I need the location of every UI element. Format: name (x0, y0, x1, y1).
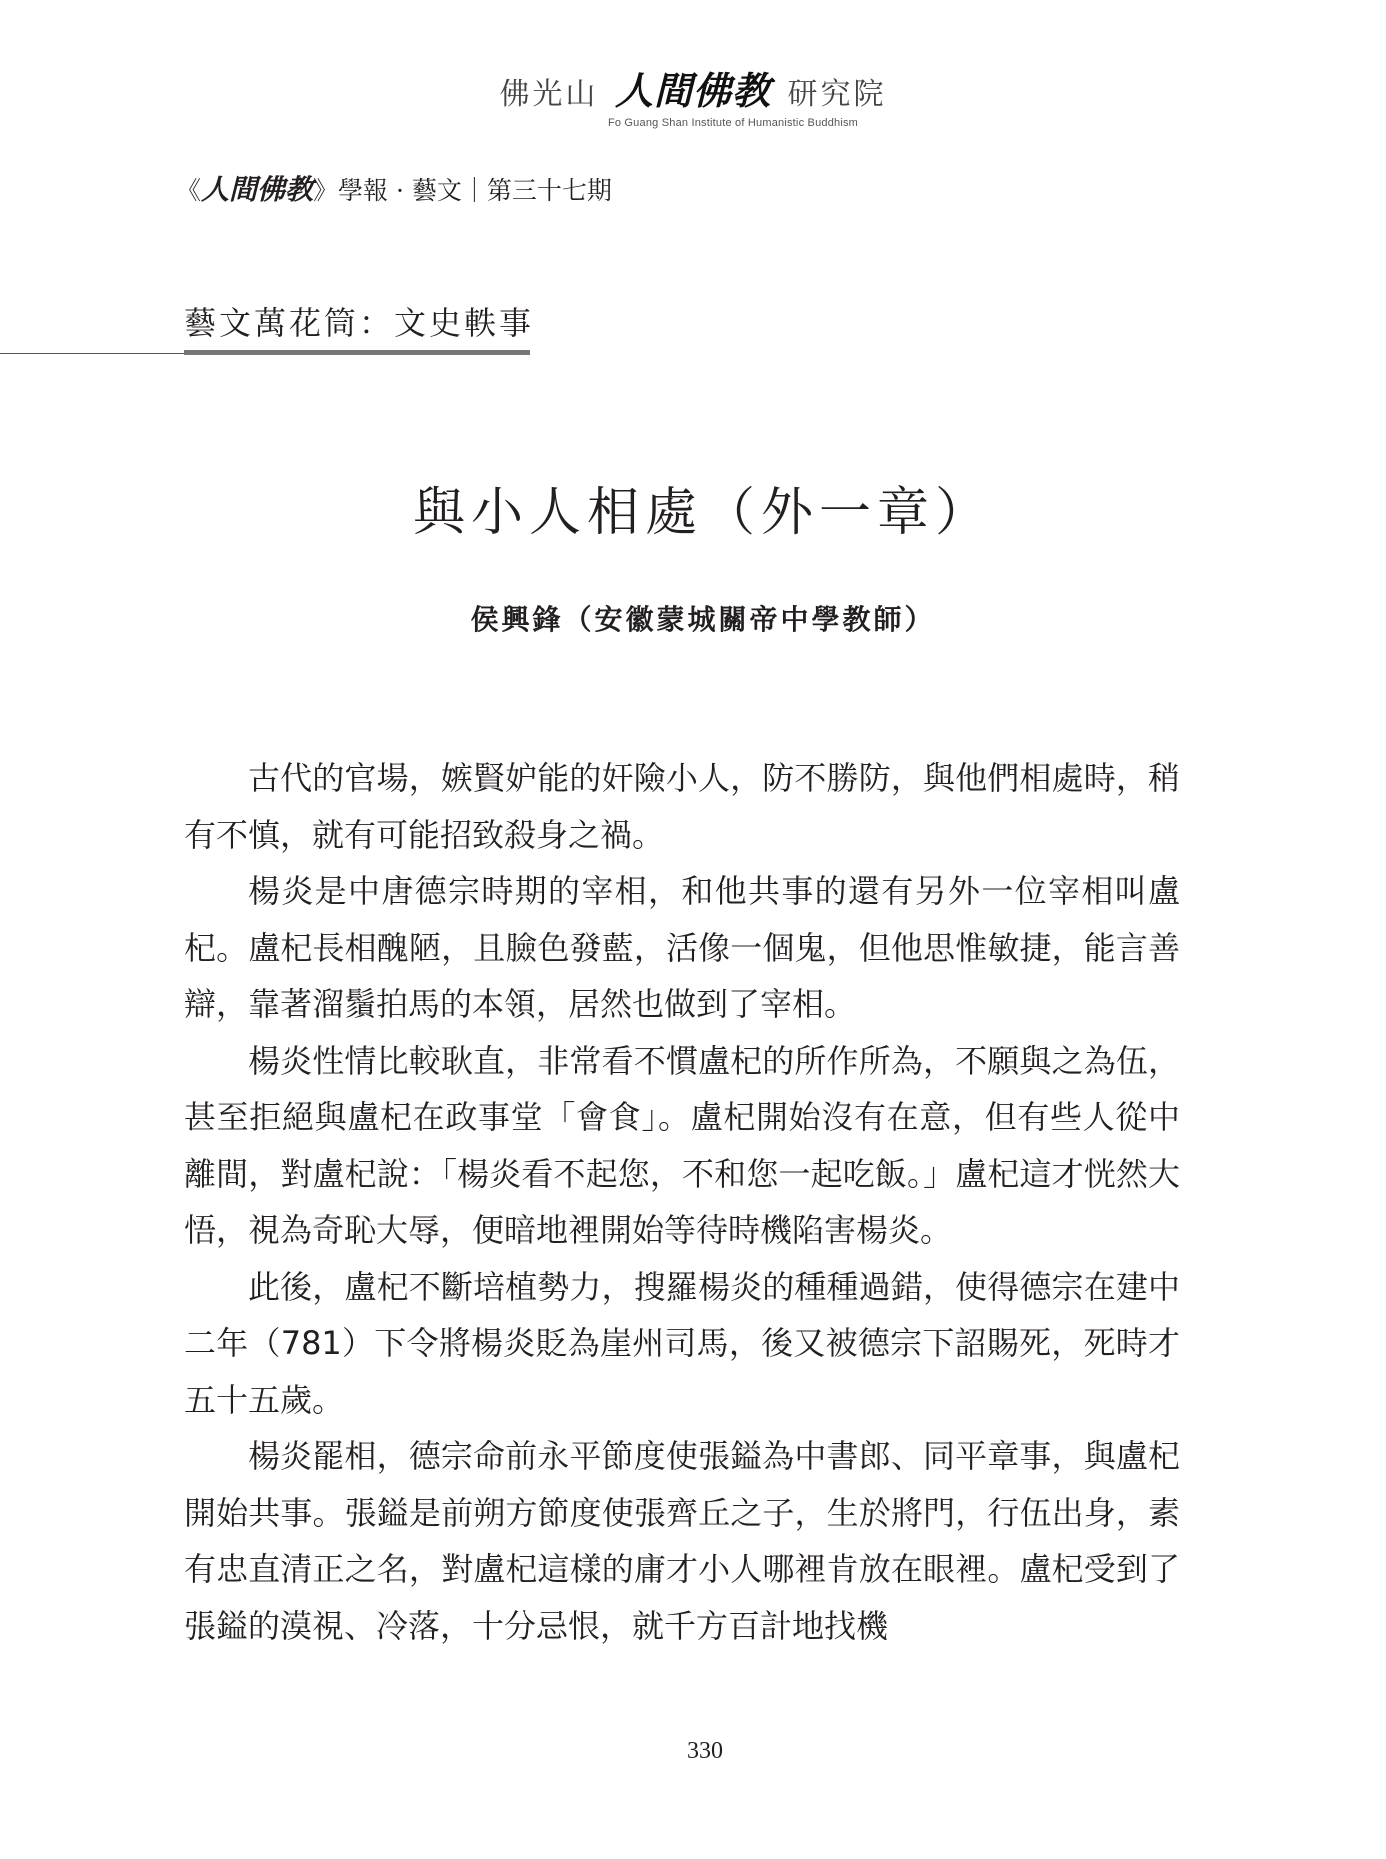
article-title: 與小人相處（外一章） (412, 483, 993, 543)
section-underline (184, 350, 530, 355)
logo-suffix: 研究院 (787, 77, 887, 112)
article-body (184, 750, 1180, 1654)
journal-open-mark: 《 (176, 176, 202, 205)
journal-brand: 人間佛教 (201, 173, 314, 206)
paragraph: 此後，盧杞不斷培植勢力，搜羅楊炎的種種過錯，使得德宗在建中二年（781）下令將楊炎貶為崖州司馬，後又被德宗下詔賜死，死時才五十五歲。 (184, 1267, 1180, 1419)
journal-running-head (176, 168, 612, 208)
section-title: 藝文萬花筒：文史軼事 (184, 304, 535, 342)
page-number: 330 (687, 1738, 723, 1764)
logo-title (0, 60, 1386, 115)
paragraph: 楊炎性情比較耿直，非常看不慣盧杞的所作所為，不願與之為伍，甚至拒絕與盧杞在政事堂「會食」。盧杞開始沒有在意，但有些人從中離間，對盧杞說：「楊炎看不起您，不和您一起吃飯。」盧杞這才恍然大悟，視為奇恥大辱，便暗地裡開始等待時機陷害楊炎。 (184, 1041, 1180, 1249)
logo-prefix: 佛光山 (499, 77, 599, 112)
paragraph: 楊炎罷相，德宗命前永平節度使張鎰為中書郎、同平章事，與盧杞開始共事。張鎰是前朔方節度使張齊丘之子，生於將門，行伍出身，素有忠直清正之名，對盧杞這樣的庸才小人哪裡肯放在眼裡。盧杞受到了張鎰的漠視、冷落，十分忌恨，就千方百計地找機 (184, 1437, 1180, 1645)
logo-brand: 人間佛教 (614, 68, 771, 113)
journal-close-mark: 》 (313, 176, 339, 205)
journal-issue: 學報 · 藝文｜第三十七期 (338, 176, 612, 205)
paragraph: 楊炎是中唐德宗時期的宰相，和他共事的還有另外一位宰相叫盧杞。盧杞長相醜陋，且臉色發藍，活像一個鬼，但他思惟敏捷，能言善辯，靠著溜鬚拍馬的本領，居然也做到了宰相。 (184, 872, 1180, 1023)
article-author: 侯興鋒（安徽蒙城關帝中學教師） (470, 603, 936, 636)
logo-english: Fo Guang Shan Institute of Humanistic Buddhism (607, 117, 859, 129)
institute-logo (0, 60, 1386, 129)
paragraph: 古代的官場，嫉賢妒能的奸險小人，防不勝防，與他們相處時，稍有不慎，就有可能招致殺身之禍。 (184, 759, 1180, 854)
